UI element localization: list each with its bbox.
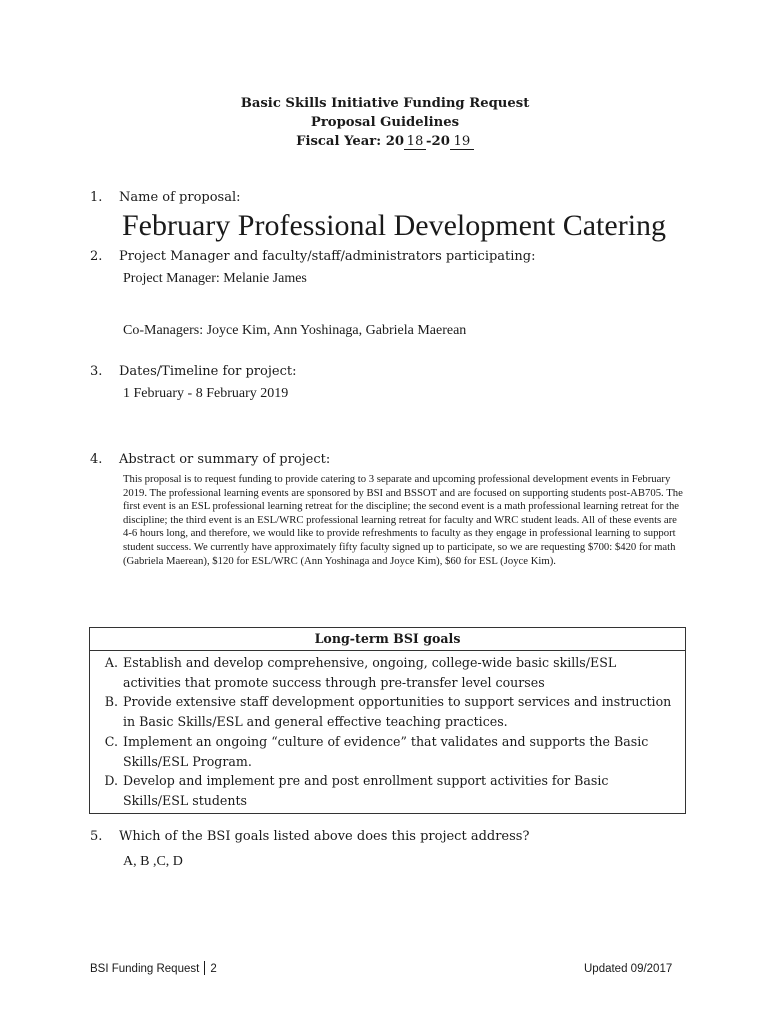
question-5	[90, 828, 529, 845]
footer-divider	[204, 961, 205, 975]
goal-letter: C.	[104, 733, 118, 749]
goals-table-title: Long-term BSI goals	[90, 628, 685, 651]
question-number: 1.	[90, 190, 103, 205]
question-number: 5.	[90, 829, 103, 844]
goal-text: Develop and implement pre and post enrollment support activities for Basic Skills/ESL students	[123, 773, 609, 808]
question-number: 3.	[90, 364, 103, 379]
fiscal-year-end-field[interactable]: 19	[450, 135, 474, 150]
question-1	[90, 189, 241, 206]
fiscal-year-start-field[interactable]: 18	[404, 135, 426, 150]
goal-item	[90, 692, 677, 731]
goals-list	[90, 651, 685, 813]
goal-letter: B.	[104, 694, 118, 710]
question-label: Dates/Timeline for project:	[119, 364, 297, 379]
fiscal-year-prefix: Fiscal Year: 20	[296, 134, 405, 149]
fiscal-year-separator: -20	[426, 134, 450, 149]
goals-addressed-field[interactable]: A, B ,C, D	[123, 854, 183, 869]
goal-item	[90, 653, 677, 692]
fiscal-year-line	[0, 132, 770, 151]
question-label: Name of proposal:	[119, 190, 241, 205]
co-managers-field[interactable]: Co-Managers: Joyce Kim, Ann Yoshinaga, Gabriela Maerean	[123, 323, 467, 338]
question-label: Project Manager and faculty/staff/administrators participating:	[119, 249, 536, 264]
question-4	[90, 451, 330, 468]
page-footer-right: Updated 09/2017	[584, 963, 673, 975]
question-label: Abstract or summary of project:	[119, 452, 331, 467]
question-number: 2.	[90, 249, 103, 264]
header-subtitle: Proposal Guidelines	[310, 115, 460, 130]
question-2	[90, 248, 536, 265]
goal-letter: D.	[104, 773, 118, 789]
bsi-goals-table	[89, 627, 686, 814]
question-number: 4.	[90, 452, 103, 467]
goal-item	[90, 771, 677, 810]
footer-document-name: BSI Funding Request	[90, 963, 200, 975]
goal-letter: A.	[104, 655, 118, 670]
question-label: Which of the BSI goals listed above does this project address?	[119, 829, 530, 844]
timeline-field[interactable]: 1 February - 8 February 2019	[123, 386, 289, 401]
page-footer-left	[90, 961, 217, 977]
project-manager-field[interactable]: Project Manager: Melanie James	[123, 271, 307, 286]
goal-item	[90, 732, 677, 771]
document-header	[0, 94, 770, 151]
goal-text: Establish and develop comprehensive, ongoing, college-wide basic skills/ESL activities that promote success through pre-transfer level courses	[123, 655, 617, 690]
goal-text: Provide extensive staff development opportunities to support services and instruction in Basic Skills/ESL and general effective teaching practices.	[123, 694, 672, 730]
page-number: 2	[210, 963, 217, 975]
abstract-field[interactable]: This proposal is to request funding to provide catering to 3 separate and upcoming professional development events in February 2019. The professional learning events are sponsored by BSI and BSSOT and are focused on supporting students post-AB705. The first event is an ESL professional learning retreat for the discipline; the second event is a math professional learning retreat for the discipline; the third event is an ESL/WRC professional learning retreat for faculty and WRC student leads. All of these events are 4-6 hours long, and therefore, we would like to provide refreshments to faculty as they engage in professional learning to support student success. We currently have approximately fifty faculty signed up to participate, so we are requesting $700: $420 for math (Gabriela Maerean), $120 for ESL/WRC (Ann Yoshinaga and Joyce Kim), $60 for ESL (Joyce Kim).	[123, 473, 683, 567]
question-3	[90, 363, 296, 380]
goal-text: Implement an ongoing “culture of evidence” that validates and supports the Basic Skills/ESL Program.	[123, 733, 649, 769]
proposal-name-field[interactable]: February Professional Development Catering	[122, 209, 667, 242]
header-title: Basic Skills Initiative Funding Request	[240, 96, 530, 111]
